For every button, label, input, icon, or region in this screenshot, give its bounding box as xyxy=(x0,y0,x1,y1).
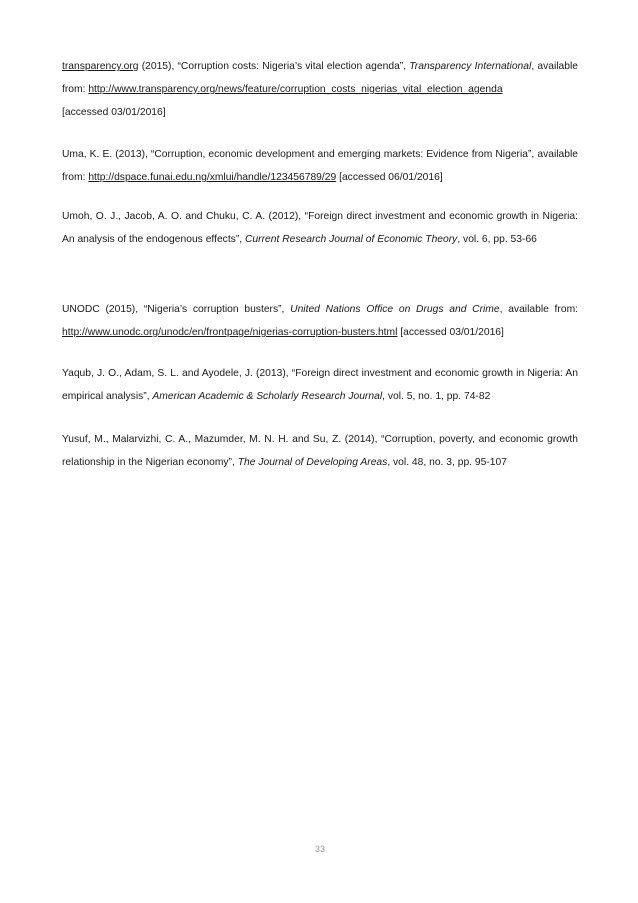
reference-url[interactable]: http://dspace.funai.edu.ng/xmlui/handle/123456789/29 xyxy=(88,172,337,183)
accessed-date: [accessed 03/01/2016] xyxy=(62,107,166,118)
page-number: 33 xyxy=(314,844,325,854)
reference-uma: Uma, K. E. (2013), “Corruption, economic development and emerging markets: Evidence from Nigeria”, available from: http://dspace.funai.edu.ng/xmlui/handle/123456789/29 [accessed 06/01/2016] xyxy=(62,149,578,183)
journal-title: The Journal of Developing Areas xyxy=(237,457,388,468)
reference-url[interactable]: http://www.unodc.org/unodc/en/frontpage/nigerias-corruption-busters.html xyxy=(62,327,398,338)
reference-yaqub: Yaqub, J. O., Adam, S. L. and Ayodele, J. (2013), “Foreign direct investment and economic growth in Nigeria: An empirical analysis”, American Academic & Scholarly Research Journal, vol. 5, no. 1, pp. 74-82 xyxy=(62,368,578,402)
journal-title: United Nations Office on Drugs and Crime xyxy=(290,304,500,315)
accessed-date: [accessed 06/01/2016] xyxy=(336,172,443,183)
reference-yusuf: Yusuf, M., Malarvizhi, C. A., Mazumder, M. N. H. and Su, Z. (2014), “Corruption, poverty, and economic growth relationship in the Nigerian economy”, The Journal of Developing Areas, vol. 48, no. 3, pp. 95-107 xyxy=(62,434,578,468)
reference-transparency-international: transparency.org (2015), “Corruption costs: Nigeria’s vital election agenda”, Transparency International, available from: http://www.transparency.org/news/feature/corruption_costs_nigerias_vital_election_agenda [accessed 03/01/2016] xyxy=(62,61,578,118)
reference-unodc: UNODC (2015), “Nigeria’s corruption busters”, United Nations Office on Drugs and Crime, available from: http://www.unodc.org/unodc/en/frontpage/nigerias-corruption-busters.html [accessed 03/01/2016] xyxy=(62,304,579,338)
journal-title: Transparency International xyxy=(409,61,532,72)
document-page xyxy=(62,0,578,903)
reference-umoh: Umoh, O. J., Jacob, A. O. and Chuku, C. A. (2012), “Foreign direct investment and economic growth in Nigeria: An analysis of the endogenous effects”, Current Research Journal of Economic Theory, vol. 6, pp. 53-66 xyxy=(62,211,578,245)
reference-url[interactable]: http://www.transparency.org/news/feature/corruption_costs_nigerias_vital_election_agenda xyxy=(88,84,503,95)
journal-title: Current Research Journal of Economic Theory xyxy=(245,234,458,245)
reference-link-transparency-org[interactable]: transparency.org xyxy=(62,61,139,72)
accessed-date: [accessed 03/01/2016] xyxy=(397,327,504,338)
journal-title: American Academic & Scholarly Research Journal xyxy=(152,391,383,402)
